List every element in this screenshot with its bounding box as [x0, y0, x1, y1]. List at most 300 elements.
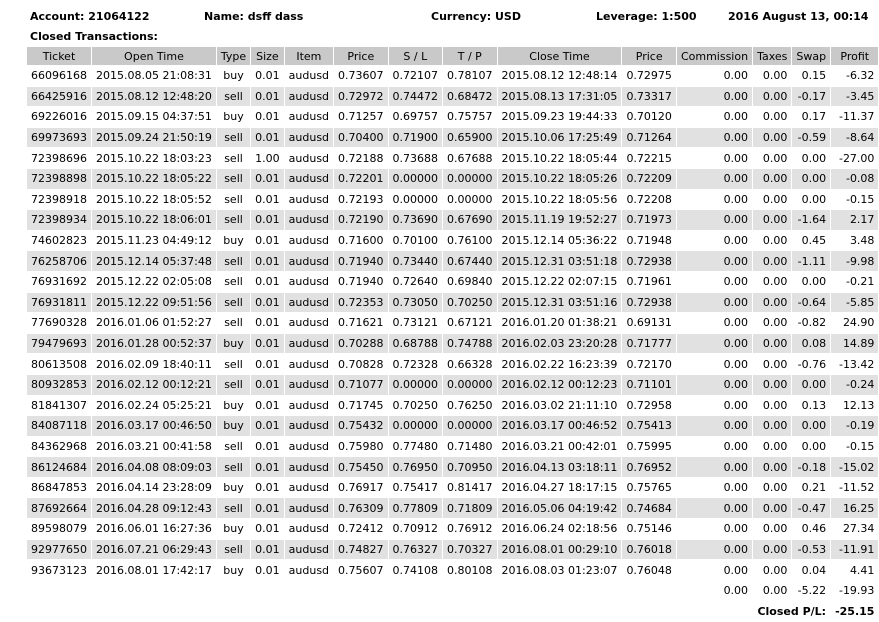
cell-close-price: 0.72958 [622, 395, 677, 416]
cell-ticket: 66425916 [27, 86, 92, 107]
cell-close-price: 0.76018 [622, 539, 677, 560]
col-ticket-header: Ticket [27, 47, 92, 66]
cell-ticket: 72398696 [27, 148, 92, 169]
cell-commission: 0.00 [676, 271, 752, 292]
cell-open-time: 2016.03.21 00:41:58 [92, 436, 217, 457]
cell-item: audusd [284, 374, 333, 395]
cell-taxes: 0.00 [753, 107, 792, 128]
cell-tp: 0.67690 [443, 210, 498, 231]
col-swap-header: Swap [792, 47, 831, 66]
cell-commission: 0.00 [676, 168, 752, 189]
table-row [27, 333, 879, 354]
cell-item: audusd [284, 539, 333, 560]
cell-type: sell [216, 251, 250, 272]
cell-sl: 0.72640 [388, 271, 443, 292]
cell-close-price: 0.70120 [622, 107, 677, 128]
cell-taxes: 0.00 [753, 560, 792, 581]
cell-ticket: 69973693 [27, 127, 92, 148]
cell-open-price: 0.76917 [334, 477, 389, 498]
cell-close-price: 0.72208 [622, 189, 677, 210]
cell-close-price: 0.72938 [622, 292, 677, 313]
cell-taxes: 0.00 [753, 416, 792, 437]
cell-size: 0.01 [251, 66, 285, 87]
cell-open-time: 2016.04.08 08:09:03 [92, 457, 217, 478]
cell-close-time: 2016.01.20 01:38:21 [497, 313, 622, 334]
cell-open-price: 0.71621 [334, 313, 389, 334]
cell-commission: 0.00 [676, 210, 752, 231]
cell-item: audusd [284, 519, 333, 540]
cell-profit: 14.89 [831, 333, 879, 354]
cell-ticket: 76931811 [27, 292, 92, 313]
cell-tp: 0.76250 [443, 395, 498, 416]
cell-ticket: 92977650 [27, 539, 92, 560]
cell-tp: 0.70250 [443, 292, 498, 313]
cell-type: sell [216, 127, 250, 148]
cell-open-time: 2015.12.22 02:05:08 [92, 271, 217, 292]
cell-profit: -0.15 [831, 189, 879, 210]
cell-open-price: 0.72188 [334, 148, 389, 169]
cell-open-price: 0.72190 [334, 210, 389, 231]
col-type-header: Type [216, 47, 250, 66]
cell-type: sell [216, 539, 250, 560]
cell-swap: -1.11 [792, 251, 831, 272]
cell-ticket: 84087118 [27, 416, 92, 437]
cell-swap: -0.17 [792, 86, 831, 107]
cell-open-time: 2015.11.23 04:49:12 [92, 230, 217, 251]
cell-item: audusd [284, 477, 333, 498]
cell-tp: 0.00000 [443, 168, 498, 189]
table-row [27, 374, 879, 395]
cell-profit: -0.21 [831, 271, 879, 292]
cell-open-time: 2015.12.22 09:51:56 [92, 292, 217, 313]
table-row [27, 436, 879, 457]
cell-item: audusd [284, 333, 333, 354]
table-row [27, 230, 879, 251]
cell-type: sell [216, 292, 250, 313]
closed-pl-label: Closed P/L: [676, 601, 830, 622]
cell-commission: 0.00 [676, 395, 752, 416]
cell-tp: 0.71480 [443, 436, 498, 457]
cell-close-price: 0.72938 [622, 251, 677, 272]
cell-profit: -3.45 [831, 86, 879, 107]
cell-taxes: 0.00 [753, 127, 792, 148]
cell-size: 0.01 [251, 127, 285, 148]
cell-type: sell [216, 86, 250, 107]
cell-item: audusd [284, 436, 333, 457]
cell-close-price: 0.74684 [622, 498, 677, 519]
cell-ticket: 93673123 [27, 560, 92, 581]
cell-taxes: 0.00 [753, 395, 792, 416]
cell-type: sell [216, 498, 250, 519]
cell-size: 0.01 [251, 210, 285, 231]
table-row [27, 498, 879, 519]
cell-open-time: 2016.02.24 05:25:21 [92, 395, 217, 416]
cell-open-price: 0.75607 [334, 560, 389, 581]
cell-close-time: 2015.12.22 02:07:15 [497, 271, 622, 292]
cell-open-time: 2016.03.17 00:46:50 [92, 416, 217, 437]
table-row [27, 66, 879, 87]
cell-open-price: 0.71940 [334, 271, 389, 292]
cell-size: 0.01 [251, 168, 285, 189]
totals-row [27, 580, 879, 601]
cell-tp: 0.74788 [443, 333, 498, 354]
cell-ticket: 66096168 [27, 66, 92, 87]
cell-sl: 0.00000 [388, 168, 443, 189]
cell-taxes: 0.00 [753, 436, 792, 457]
cell-commission: 0.00 [676, 107, 752, 128]
cell-taxes: 0.00 [753, 168, 792, 189]
cell-tp: 0.00000 [443, 416, 498, 437]
cell-taxes: 0.00 [753, 66, 792, 87]
col-tp-header: T / P [443, 47, 498, 66]
cell-swap: 0.15 [792, 66, 831, 87]
cell-tp: 0.80108 [443, 560, 498, 581]
cell-open-time: 2016.07.21 06:29:43 [92, 539, 217, 560]
cell-close-time: 2015.12.14 05:36:22 [497, 230, 622, 251]
cell-close-time: 2016.03.02 21:11:10 [497, 395, 622, 416]
cell-close-time: 2016.08.01 00:29:10 [497, 539, 622, 560]
cell-close-price: 0.69131 [622, 313, 677, 334]
cell-ticket: 84362968 [27, 436, 92, 457]
table-row [27, 292, 879, 313]
cell-ticket: 72398934 [27, 210, 92, 231]
cell-open-time: 2016.08.01 17:42:17 [92, 560, 217, 581]
cell-item: audusd [284, 189, 333, 210]
cell-close-price: 0.71961 [622, 271, 677, 292]
cell-sl: 0.70912 [388, 519, 443, 540]
cell-size: 0.01 [251, 539, 285, 560]
cell-item: audusd [284, 230, 333, 251]
cell-commission: 0.00 [676, 477, 752, 498]
cell-close-time: 2015.08.12 12:48:14 [497, 66, 622, 87]
col-open-price-header: Price [334, 47, 389, 66]
cell-open-price: 0.72972 [334, 86, 389, 107]
table-row [27, 107, 879, 128]
col-profit-header: Profit [831, 47, 879, 66]
cell-swap: -1.64 [792, 210, 831, 231]
cell-open-time: 2016.04.14 23:28:09 [92, 477, 217, 498]
cell-swap: 0.46 [792, 519, 831, 540]
col-close-time-header: Close Time [497, 47, 622, 66]
cell-profit: -9.98 [831, 251, 879, 272]
closed-transactions-table [27, 47, 879, 622]
cell-open-time: 2015.09.15 04:37:51 [92, 107, 217, 128]
cell-taxes: 0.00 [753, 230, 792, 251]
cell-sl: 0.70250 [388, 395, 443, 416]
cell-ticket: 77690328 [27, 313, 92, 334]
cell-type: sell [216, 313, 250, 334]
account-label: Account: 21064122 [30, 10, 150, 23]
cell-commission: 0.00 [676, 539, 752, 560]
cell-ticket: 81841307 [27, 395, 92, 416]
cell-open-time: 2015.08.05 21:08:31 [92, 66, 217, 87]
cell-swap: -0.47 [792, 498, 831, 519]
cell-taxes: 0.00 [753, 374, 792, 395]
cell-open-time: 2015.10.22 18:03:23 [92, 148, 217, 169]
cell-type: buy [216, 416, 250, 437]
cell-swap: 0.00 [792, 189, 831, 210]
cell-profit: -6.32 [831, 66, 879, 87]
cell-profit: -27.00 [831, 148, 879, 169]
cell-swap: 0.17 [792, 107, 831, 128]
cell-sl: 0.73440 [388, 251, 443, 272]
cell-sl: 0.69757 [388, 107, 443, 128]
cell-commission: 0.00 [676, 354, 752, 375]
cell-sl: 0.76950 [388, 457, 443, 478]
table-header-row [27, 47, 879, 66]
cell-tp: 0.75757 [443, 107, 498, 128]
cell-ticket: 89598079 [27, 519, 92, 540]
cell-item: audusd [284, 148, 333, 169]
cell-tp: 0.71809 [443, 498, 498, 519]
cell-size: 0.01 [251, 230, 285, 251]
cell-profit: 24.90 [831, 313, 879, 334]
col-item-header: Item [284, 47, 333, 66]
cell-open-price: 0.71077 [334, 374, 389, 395]
cell-taxes: 0.00 [753, 148, 792, 169]
cell-type: buy [216, 107, 250, 128]
cell-ticket: 80613508 [27, 354, 92, 375]
cell-taxes: 0.00 [753, 354, 792, 375]
cell-open-price: 0.72353 [334, 292, 389, 313]
cell-size: 0.01 [251, 477, 285, 498]
cell-close-price: 0.75413 [622, 416, 677, 437]
cell-taxes: 0.00 [753, 86, 792, 107]
cell-close-price: 0.75765 [622, 477, 677, 498]
cell-close-time: 2016.04.13 03:18:11 [497, 457, 622, 478]
cell-size: 0.01 [251, 374, 285, 395]
col-size-header: Size [251, 47, 285, 66]
cell-taxes: 0.00 [753, 519, 792, 540]
cell-close-time: 2015.11.19 19:52:27 [497, 210, 622, 231]
section-title: Closed Transactions: [30, 30, 158, 43]
cell-type: buy [216, 333, 250, 354]
cell-swap: -0.76 [792, 354, 831, 375]
cell-close-time: 2016.06.24 02:18:56 [497, 519, 622, 540]
cell-profit: 3.48 [831, 230, 879, 251]
cell-ticket: 74602823 [27, 230, 92, 251]
cell-open-time: 2015.10.22 18:05:52 [92, 189, 217, 210]
cell-sl: 0.70100 [388, 230, 443, 251]
cell-taxes: 0.00 [753, 189, 792, 210]
cell-close-price: 0.71948 [622, 230, 677, 251]
table-row [27, 354, 879, 375]
cell-commission: 0.00 [676, 519, 752, 540]
cell-tp: 0.68472 [443, 86, 498, 107]
cell-type: buy [216, 66, 250, 87]
cell-profit: -15.02 [831, 457, 879, 478]
cell-close-time: 2016.05.06 04:19:42 [497, 498, 622, 519]
cell-close-price: 0.72170 [622, 354, 677, 375]
cell-size: 0.01 [251, 436, 285, 457]
table-row [27, 148, 879, 169]
table-row [27, 539, 879, 560]
cell-open-price: 0.72412 [334, 519, 389, 540]
cell-profit: -0.15 [831, 436, 879, 457]
cell-commission: 0.00 [676, 416, 752, 437]
cell-open-time: 2015.10.22 18:06:01 [92, 210, 217, 231]
col-sl-header: S / L [388, 47, 443, 66]
cell-type: sell [216, 354, 250, 375]
cell-sl: 0.77809 [388, 498, 443, 519]
cell-tp: 0.69840 [443, 271, 498, 292]
cell-open-time: 2015.08.12 12:48:20 [92, 86, 217, 107]
cell-tp: 0.70950 [443, 457, 498, 478]
cell-taxes: 0.00 [753, 292, 792, 313]
cell-close-price: 0.72975 [622, 66, 677, 87]
cell-commission: 0.00 [676, 230, 752, 251]
cell-sl: 0.73688 [388, 148, 443, 169]
cell-commission: 0.00 [676, 127, 752, 148]
cell-size: 0.01 [251, 457, 285, 478]
closed-pl-row [27, 601, 879, 622]
cell-taxes: 0.00 [753, 477, 792, 498]
cell-swap: -0.18 [792, 457, 831, 478]
cell-close-time: 2016.02.22 16:23:39 [497, 354, 622, 375]
cell-taxes: 0.00 [753, 498, 792, 519]
cell-type: sell [216, 436, 250, 457]
cell-profit: -11.37 [831, 107, 879, 128]
cell-size: 0.01 [251, 292, 285, 313]
cell-swap: 0.00 [792, 271, 831, 292]
cell-profit: 2.17 [831, 210, 879, 231]
cell-open-time: 2016.01.28 00:52:37 [92, 333, 217, 354]
cell-swap: 0.04 [792, 560, 831, 581]
cell-open-price: 0.71940 [334, 251, 389, 272]
cell-item: audusd [284, 354, 333, 375]
cell-swap: 0.08 [792, 333, 831, 354]
cell-type: sell [216, 374, 250, 395]
table-row [27, 210, 879, 231]
cell-size: 0.01 [251, 107, 285, 128]
cell-type: buy [216, 230, 250, 251]
cell-close-price: 0.75146 [622, 519, 677, 540]
cell-open-price: 0.72193 [334, 189, 389, 210]
cell-swap: -0.59 [792, 127, 831, 148]
cell-open-time: 2015.10.22 18:05:22 [92, 168, 217, 189]
cell-open-time: 2015.12.14 05:37:48 [92, 251, 217, 272]
cell-open-time: 2015.09.24 21:50:19 [92, 127, 217, 148]
cell-profit: -8.64 [831, 127, 879, 148]
col-taxes-header: Taxes [753, 47, 792, 66]
cell-commission: 0.00 [676, 457, 752, 478]
cell-size: 0.01 [251, 86, 285, 107]
cell-item: audusd [284, 127, 333, 148]
table-row [27, 271, 879, 292]
cell-commission: 0.00 [676, 333, 752, 354]
cell-type: sell [216, 148, 250, 169]
cell-sl: 0.00000 [388, 416, 443, 437]
cell-close-price: 0.75995 [622, 436, 677, 457]
cell-profit: 4.41 [831, 560, 879, 581]
cell-sl: 0.73121 [388, 313, 443, 334]
cell-open-time: 2016.01.06 01:52:27 [92, 313, 217, 334]
table-row [27, 251, 879, 272]
cell-swap: -0.53 [792, 539, 831, 560]
cell-open-time: 2016.06.01 16:27:36 [92, 519, 217, 540]
cell-item: audusd [284, 168, 333, 189]
cell-item: audusd [284, 313, 333, 334]
cell-item: audusd [284, 395, 333, 416]
cell-tp: 0.66328 [443, 354, 498, 375]
cell-close-time: 2016.02.03 23:20:28 [497, 333, 622, 354]
cell-close-price: 0.76048 [622, 560, 677, 581]
cell-close-time: 2015.12.31 03:51:16 [497, 292, 622, 313]
cell-ticket: 79479693 [27, 333, 92, 354]
cell-close-price: 0.76952 [622, 457, 677, 478]
cell-close-price: 0.71264 [622, 127, 677, 148]
cell-ticket: 86847853 [27, 477, 92, 498]
cell-type: buy [216, 519, 250, 540]
cell-commission: 0.00 [676, 436, 752, 457]
table-row [27, 395, 879, 416]
cell-open-time: 2016.04.28 09:12:43 [92, 498, 217, 519]
cell-commission: 0.00 [676, 86, 752, 107]
cell-type: sell [216, 271, 250, 292]
cell-profit: 12.13 [831, 395, 879, 416]
cell-size: 0.01 [251, 251, 285, 272]
cell-size: 0.01 [251, 395, 285, 416]
currency-label: Currency: USD [431, 10, 521, 23]
cell-type: buy [216, 395, 250, 416]
cell-close-time: 2016.03.17 00:46:52 [497, 416, 622, 437]
cell-close-time: 2015.08.13 17:31:05 [497, 86, 622, 107]
cell-taxes: 0.00 [753, 271, 792, 292]
report-header [0, 10, 869, 26]
cell-sl: 0.74472 [388, 86, 443, 107]
cell-close-time: 2015.09.23 19:44:33 [497, 107, 622, 128]
cell-tp: 0.67121 [443, 313, 498, 334]
cell-close-price: 0.71973 [622, 210, 677, 231]
cell-ticket: 69226016 [27, 107, 92, 128]
cell-open-price: 0.74827 [334, 539, 389, 560]
cell-sl: 0.00000 [388, 374, 443, 395]
leverage-label: Leverage: 1:500 [596, 10, 697, 23]
table-row [27, 313, 879, 334]
total-swap: -5.22 [792, 580, 831, 601]
cell-close-time: 2015.10.22 18:05:44 [497, 148, 622, 169]
cell-sl: 0.73690 [388, 210, 443, 231]
cell-item: audusd [284, 457, 333, 478]
cell-item: audusd [284, 66, 333, 87]
cell-type: buy [216, 560, 250, 581]
cell-profit: 16.25 [831, 498, 879, 519]
cell-open-price: 0.75432 [334, 416, 389, 437]
cell-tp: 0.78107 [443, 66, 498, 87]
report-date: 2016 August 13, 00:14 [728, 10, 869, 23]
cell-close-time: 2015.12.31 03:51:18 [497, 251, 622, 272]
cell-profit: -0.19 [831, 416, 879, 437]
cell-close-time: 2015.10.06 17:25:49 [497, 127, 622, 148]
cell-swap: 0.21 [792, 477, 831, 498]
cell-item: audusd [284, 271, 333, 292]
cell-type: sell [216, 168, 250, 189]
cell-swap: -0.82 [792, 313, 831, 334]
cell-tp: 0.70327 [443, 539, 498, 560]
cell-ticket: 72398918 [27, 189, 92, 210]
table-row [27, 477, 879, 498]
col-commission-header: Commission [676, 47, 752, 66]
cell-open-price: 0.76309 [334, 498, 389, 519]
cell-item: audusd [284, 107, 333, 128]
cell-swap: 0.00 [792, 148, 831, 169]
cell-swap: 0.00 [792, 168, 831, 189]
cell-tp: 0.00000 [443, 189, 498, 210]
cell-swap: 0.00 [792, 374, 831, 395]
cell-close-time: 2016.08.03 01:23:07 [497, 560, 622, 581]
cell-commission: 0.00 [676, 498, 752, 519]
cell-open-price: 0.70400 [334, 127, 389, 148]
